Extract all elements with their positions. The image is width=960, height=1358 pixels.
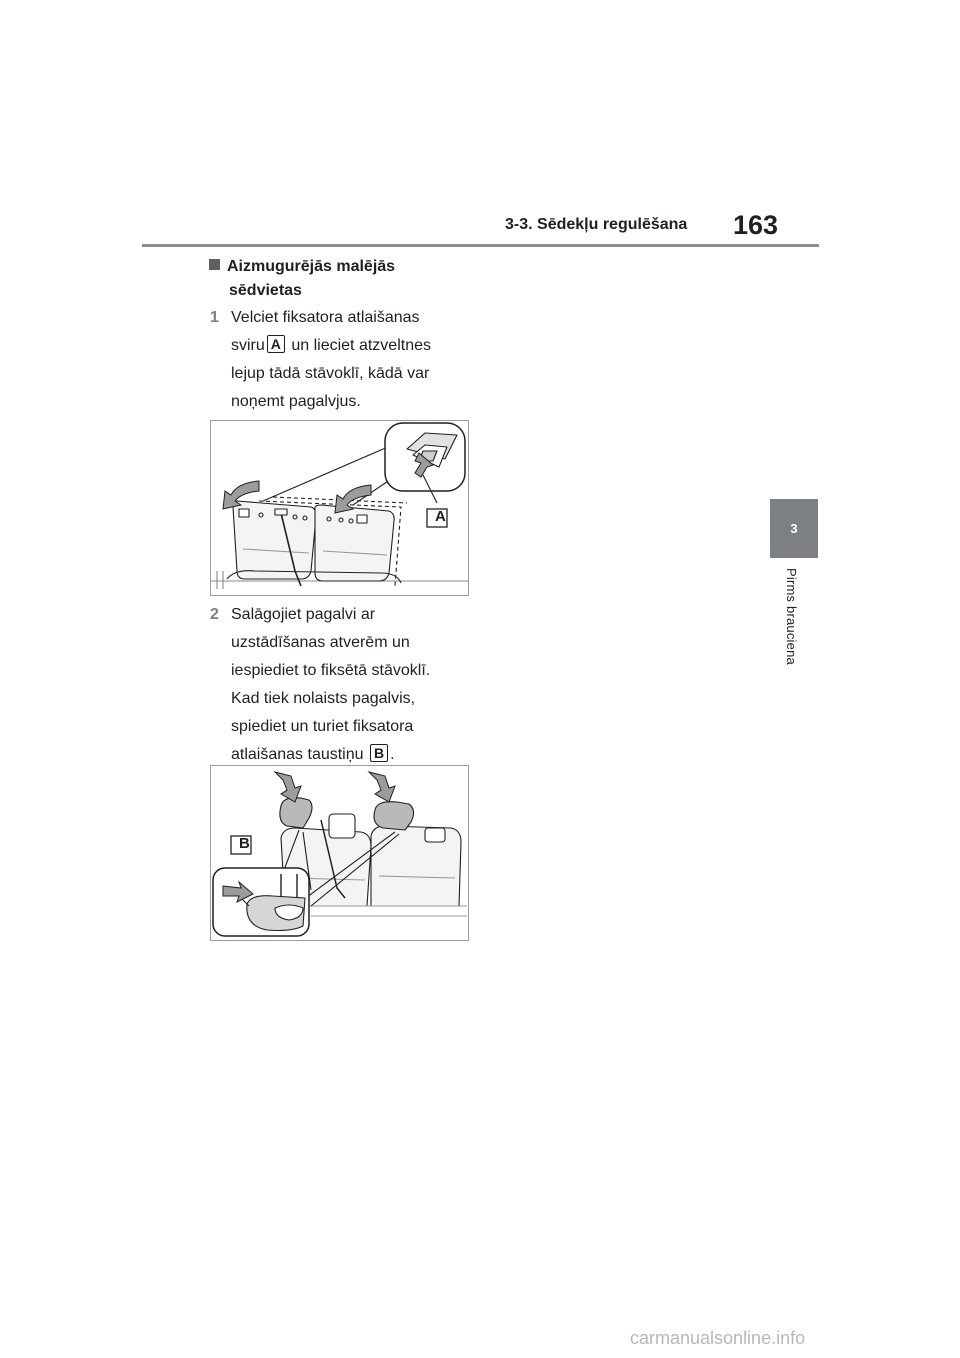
chapter-label: Pirms brauciena — [784, 568, 799, 665]
step-number: 2 — [210, 606, 219, 623]
step-text-fragment: . — [390, 746, 395, 763]
step-text: Salāgojiet pagalvi ar — [231, 606, 376, 623]
page-number: 163 — [733, 210, 779, 240]
section-title: 3-3. Sēdekļu regulēšana — [505, 216, 688, 233]
step-text: Kad tiek nolaists pagalvis, — [231, 690, 416, 707]
callout-a-label: A — [267, 335, 285, 353]
header-rule — [142, 244, 819, 247]
callout-b-label: B — [239, 835, 250, 852]
step-1 — [210, 304, 470, 416]
push-down-arrow-right-icon — [369, 772, 395, 802]
chapter-tab[interactable] — [770, 499, 818, 558]
callout-b-label: B — [370, 744, 388, 762]
step-text-fragment: un lieciet atzveltnes — [286, 337, 431, 354]
heading-line-1: Aizmugurējās malējās — [227, 258, 396, 275]
seat-fold-illustration — [211, 421, 468, 595]
step-text — [210, 332, 470, 360]
step-text-fragment: atlaišanas taustiņu — [231, 746, 368, 763]
heading-line-2: sēdvietas — [229, 282, 302, 299]
step-text: lejup tādā stāvoklī, kādā var — [231, 365, 430, 382]
figure-seatback-release — [210, 420, 469, 596]
watermark: carmanualsonline.info — [630, 1328, 806, 1348]
headrest-illustration — [211, 766, 468, 940]
step-text-fragment: sviru — [231, 337, 265, 354]
square-bullet-icon — [209, 259, 220, 270]
step-text: noņemt pagalvjus. — [231, 393, 361, 410]
step-text: spiediet un turiet fiksatora — [231, 718, 414, 735]
step-text: uzstādīšanas atverēm un — [231, 634, 410, 651]
step-text: Velciet fiksatora atlaišanas — [231, 309, 420, 326]
push-down-arrow-left-icon — [275, 772, 301, 802]
chapter-number: 3 — [790, 521, 798, 536]
step-2 — [210, 601, 470, 769]
step-number: 1 — [210, 309, 219, 326]
section-heading — [209, 255, 469, 303]
callout-a-label: A — [435, 508, 446, 525]
step-text: iespiediet to fiksētā stāvoklī. — [231, 662, 431, 679]
figure-headrest-install — [210, 765, 469, 941]
